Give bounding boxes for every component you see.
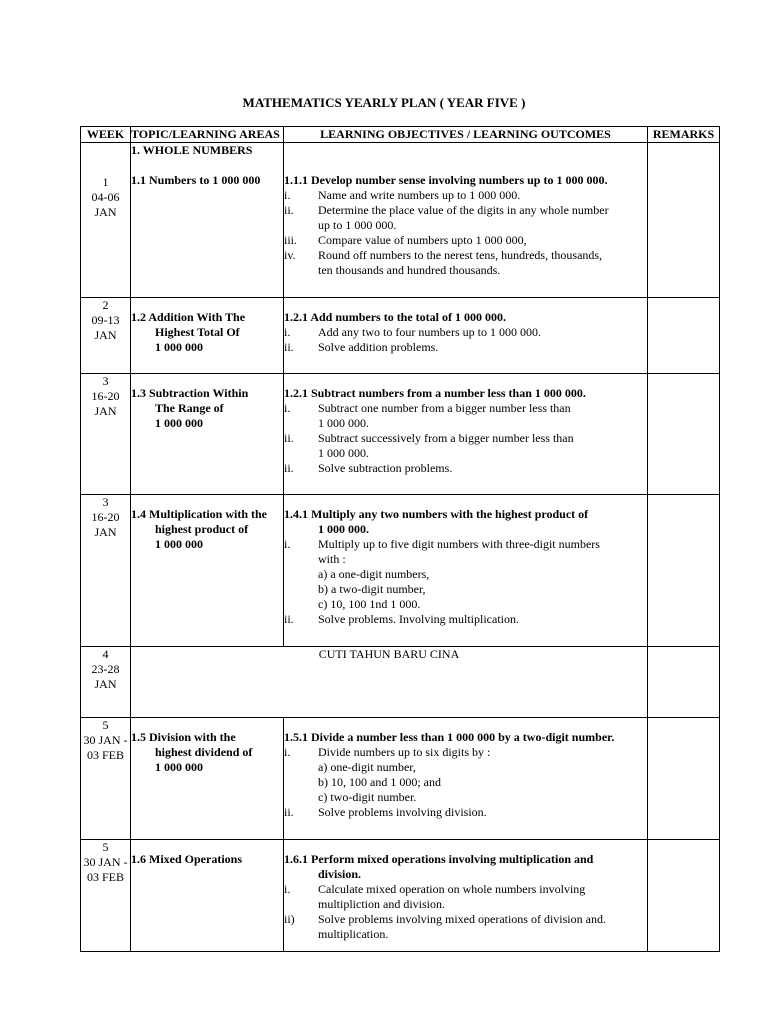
- remarks-cell: [648, 495, 720, 647]
- outcome-number: [284, 263, 318, 278]
- outcome-number: ii.: [284, 461, 294, 475]
- outcome-number: ii.: [284, 431, 294, 445]
- week-line: 30 JAN -: [83, 855, 128, 869]
- outcome-text: b) 10, 100 and 1 000; and: [318, 775, 441, 789]
- outcome-item: [284, 912, 647, 927]
- topic-line: 1 000 000: [155, 416, 203, 430]
- table-row: [81, 718, 720, 840]
- section-spacer: [131, 158, 283, 173]
- outcome-number: ii.: [284, 805, 294, 819]
- outcome-text: Solve problems involving division.: [318, 805, 487, 819]
- outcome-item: [284, 188, 647, 203]
- outcome-text: a) a one-digit numbers,: [318, 567, 430, 581]
- outcome-item: [284, 597, 647, 612]
- topic-line: The Range of: [155, 401, 224, 415]
- outcome-number: [284, 567, 318, 582]
- outcome-text: Compare value of numbers upto 1 000 000,: [318, 233, 527, 247]
- outcome-number: ii.: [284, 612, 294, 626]
- week-cell: [81, 840, 131, 952]
- outcome-item: [284, 775, 647, 790]
- objectives-cell: [284, 495, 648, 647]
- outcome-item: [284, 233, 647, 248]
- table-row: [81, 298, 720, 374]
- outcome-text: 1 000 000.: [318, 446, 369, 460]
- table-row: [81, 840, 720, 952]
- outcome-item: [284, 897, 647, 912]
- outcome-text: multipliction and division.: [318, 897, 445, 911]
- outcome-number: iii.: [284, 233, 298, 247]
- outcome-item: [284, 416, 647, 431]
- outcome-number: [284, 416, 318, 431]
- outcome-item: [284, 552, 647, 567]
- outcome-number: ii.: [284, 340, 294, 354]
- outcome-number: iv.: [284, 248, 296, 262]
- outcome-item: [284, 325, 647, 340]
- topic-cell: [131, 374, 284, 495]
- header-remarks: REMARKS: [648, 127, 720, 143]
- outcome-number: [284, 597, 318, 612]
- outcome-item: [284, 446, 647, 461]
- outcome-item: [284, 401, 647, 416]
- outcome-text: Solve problems involving mixed operations of division and.: [318, 912, 606, 926]
- week-line: 3: [102, 374, 109, 388]
- week-line: JAN: [94, 525, 117, 539]
- header-week: WEEK: [81, 127, 131, 143]
- remarks-cell: [648, 143, 720, 298]
- outcome-text: Subtract one number from a bigger number less than: [318, 401, 571, 415]
- objective-heading: 1.6.1 Perform mixed operations involving multiplication and: [284, 852, 594, 866]
- outcome-item: [284, 248, 647, 263]
- outcome-number: [284, 446, 318, 461]
- outcome-item: [284, 218, 647, 233]
- objective-heading: 1 000 000.: [318, 522, 369, 536]
- table-row: [81, 647, 720, 718]
- outcome-text: Solve subtraction problems.: [318, 461, 453, 475]
- outcome-text: Name and write numbers up to 1 000 000.: [318, 188, 521, 202]
- week-line: 5: [102, 718, 109, 732]
- outcome-item: [284, 882, 647, 897]
- outcome-text: Divide numbers up to six digits by :: [318, 745, 491, 759]
- page-title: MATHEMATICS YEARLY PLAN ( YEAR FIVE ): [242, 95, 526, 110]
- outcome-number: i.: [284, 882, 291, 896]
- objective-heading: 1.2.1 Subtract numbers from a number less than 1 000 000.: [284, 386, 586, 400]
- week-line: JAN: [94, 205, 117, 219]
- outcome-number: i.: [284, 537, 291, 551]
- topic-cell: [131, 840, 284, 952]
- objective-heading: 1.4.1 Multiply any two numbers with the highest product of: [284, 507, 589, 521]
- outcome-item: [284, 582, 647, 597]
- week-line: 4: [102, 647, 109, 661]
- outcome-number: [284, 790, 318, 805]
- topic-line: 1.5 Division with the: [131, 730, 236, 744]
- objective-heading: division.: [318, 867, 362, 881]
- outcome-item: [284, 760, 647, 775]
- outcome-text: Add any two to four numbers up to 1 000 000.: [318, 325, 541, 339]
- week-cell: [81, 647, 131, 718]
- topic-line: 1.6 Mixed Operations: [131, 852, 242, 866]
- table-row: [81, 143, 720, 298]
- outcome-item: [284, 927, 647, 942]
- outcome-number: i.: [284, 188, 291, 202]
- week-line: 1: [102, 175, 109, 189]
- outcome-text: multiplication.: [318, 927, 389, 941]
- week-line: 16-20: [91, 389, 120, 403]
- outcome-text: Multiply up to five digit numbers with three-digit numbers: [318, 537, 600, 551]
- topic-line: 1.4 Multiplication with the: [131, 507, 268, 521]
- table-row: [81, 374, 720, 495]
- topic-line: highest product of: [155, 522, 249, 536]
- topic-line: 1 000 000: [155, 340, 203, 354]
- outcome-number: [284, 760, 318, 775]
- remarks-cell: [648, 718, 720, 840]
- outcome-item: [284, 805, 647, 820]
- outcome-item: [284, 340, 647, 355]
- outcome-item: [284, 431, 647, 446]
- week-cell: [81, 298, 131, 374]
- outcome-item: [284, 790, 647, 805]
- outcome-number: ii): [284, 912, 295, 926]
- outcome-text: c) two-digit number.: [318, 790, 417, 804]
- week-line: 2: [102, 298, 109, 312]
- topic-line: highest dividend of: [155, 745, 253, 759]
- week-line: 04-06: [91, 190, 120, 204]
- week-line: JAN: [94, 404, 117, 418]
- topic-line: 1 000 000: [155, 537, 203, 551]
- remarks-cell: [648, 840, 720, 952]
- outcome-number: [284, 775, 318, 790]
- outcome-item: [284, 263, 647, 278]
- week-line: 3: [102, 495, 109, 509]
- outcome-text: Solve addition problems.: [318, 340, 439, 354]
- week-line: 03 FEB: [86, 870, 124, 884]
- outcome-text: Round off numbers to the nerest tens, hundreds, thousands,: [318, 248, 603, 262]
- holiday-cell: CUTI TAHUN BARU CINA: [131, 647, 648, 718]
- topic-line: 1 000 000: [155, 760, 203, 774]
- week-line: JAN: [94, 328, 117, 342]
- outcome-text: b) a two-digit number,: [318, 582, 426, 596]
- outcome-item: [284, 537, 647, 552]
- week-cell: [81, 718, 131, 840]
- objective-heading: 1.2.1 Add numbers to the total of 1 000 000.: [284, 310, 507, 324]
- outcome-text: Solve problems. Involving multiplication.: [318, 612, 519, 626]
- outcome-text: c) 10, 100 1nd 1 000.: [318, 597, 421, 611]
- outcome-text: 1 000 000.: [318, 416, 369, 430]
- week-cell: [81, 143, 131, 298]
- objectives-cell: [284, 374, 648, 495]
- remarks-cell: [648, 647, 720, 718]
- outcome-number: [284, 552, 318, 567]
- outcome-number: i.: [284, 401, 291, 415]
- week-line: 30 JAN -: [83, 733, 128, 747]
- outcome-item: [284, 745, 647, 760]
- topic-cell: [131, 298, 284, 374]
- section-heading: 1. WHOLE NUMBERS: [131, 143, 253, 157]
- outcome-item: [284, 461, 647, 476]
- outcome-text: Determine the place value of the digits in any whole number: [318, 203, 609, 217]
- outcome-text: up to 1 000 000.: [318, 218, 397, 232]
- week-cell: [81, 374, 131, 495]
- objectives-cell: [284, 298, 648, 374]
- topic-cell: [131, 718, 284, 840]
- outcome-item: [284, 612, 647, 627]
- outcome-item: [284, 203, 647, 218]
- outcome-text: ten thousands and hundred thousands.: [318, 263, 501, 277]
- topic-cell: [131, 143, 284, 298]
- outcome-item: [284, 567, 647, 582]
- topic-line: 1.3 Subtraction Within: [131, 386, 249, 400]
- objective-heading: 1.1.1 Develop number sense involving numbers up to 1 000 000.: [284, 173, 608, 187]
- outcome-number: [284, 218, 318, 233]
- outcome-number: i.: [284, 745, 291, 759]
- header-objectives: LEARNING OBJECTIVES / LEARNING OUTCOMES: [284, 127, 648, 143]
- objectives-cell: [284, 143, 648, 298]
- table-row: [81, 495, 720, 647]
- topic-line: 1.2 Addition With The: [131, 310, 246, 324]
- week-cell: [81, 495, 131, 647]
- week-line: JAN: [94, 677, 117, 691]
- outcome-text: a) one-digit number,: [318, 760, 416, 774]
- outcome-text: with :: [318, 552, 346, 566]
- remarks-cell: [648, 374, 720, 495]
- objective-heading: 1.5.1 Divide a number less than 1 000 000 by a two-digit number.: [284, 730, 615, 744]
- outcome-number: ii.: [284, 203, 294, 217]
- outcome-text: Calculate mixed operation on whole numbers involving: [318, 882, 586, 896]
- week-line: 23-28: [91, 662, 120, 676]
- outcome-text: Subtract successively from a bigger number less than: [318, 431, 574, 445]
- outcome-number: [284, 582, 318, 597]
- week-line: 09-13: [91, 313, 120, 327]
- objectives-cell: [284, 840, 648, 952]
- outcome-number: [284, 897, 318, 912]
- header-row: [81, 127, 720, 143]
- topic-line: Highest Total Of: [155, 325, 240, 339]
- outcome-number: i.: [284, 325, 291, 339]
- week-line: 16-20: [91, 510, 120, 524]
- outcome-number: [284, 927, 318, 942]
- topic-cell: [131, 495, 284, 647]
- yearly-plan-table: [80, 126, 720, 952]
- week-line: 5: [102, 840, 109, 854]
- objectives-cell: [284, 718, 648, 840]
- remarks-cell: [648, 298, 720, 374]
- week-line: 03 FEB: [86, 748, 124, 762]
- topic-line: 1.1 Numbers to 1 000 000: [131, 173, 261, 187]
- header-topic: TOPIC/LEARNING AREAS: [131, 127, 284, 143]
